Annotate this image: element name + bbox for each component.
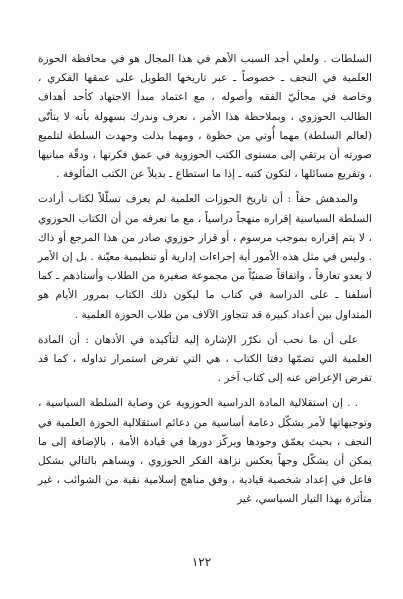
page-number: ١٢٢: [191, 555, 212, 569]
paragraph-3: على أن ما نحب أن نكرّر الإشارة إليه لتأكيده في الأذهان : أن المادة العلمية التي تضمّها دفتا الكتاب ، هي التي تفرض استمرار تداوله ، كما قد تفرض الإعراض عنه إلى كتاب آخر .: [38, 333, 372, 385]
body-text: [38, 50, 372, 510]
paragraph-1: السلطات . ولعلي أجد السبب الأهم في هذا المجال هو في محافظة الحوزة العلمية في النجف ـ خصوصاً ـ عبر تاريخها الطويل على عمقها الفكري ، وخاصة في مجالَيّ الفقه وأصوله ، مع اعتماد مبدأ الاجتهاد كأحد أهداف الطالب الحوزوي ، وبملاحظة هذا الأمر ، نعرف وندرك بسهولة بأنه لا يتأتّى (لعالم السلطة) مهما أُوتي من حظوة ، ومهما بذلت وجهدت السلطة لتلميع صورته أن يرتقي إلى مستوى الكتب الحوزوية في عمق فكرتها ، ودقّة مبانيها ، وتفريع مسائلها ، لتكون كتبه ـ إذا ما استطاع ـ بديلاً عن الكتب المألوفة .: [38, 53, 372, 181]
paragraph-2: والمدهش حقاً : أن تاريخ الحوزات العلمية لم يعرف تسلّلاً لكتاب أرادت السلطة السياسية إقراره منهجاً دراسياً ، مع ما نعرفه من أن الكتاب الحوزوي ، لا يتم إقراره بموجب مرسوم ، أو قرار حوزوي صادر من هذا المرجع أو ذاك . وليس في مثل هذه الأمور أية إجراءات إدارية أو تنظيمية معيّنة . بل إن الأمر لا يعدو تعارفاً ، واتفاقاً ضمنيّاً من مجموعة صغيرة من الطلاب وأستاذهم ـ كما أسلفنا ـ على الدراسة في كتاب ما ليكون ذلك الكتاب بمرور الأيام هو المتداول بين أعداد كبيرة قد تتجاوز الآلاف من طلاب الحوزة العلمية .: [38, 193, 372, 321]
paragraph-4: . . إن استقلالية المادة الدراسية الحوزوية عن وصاية السلطة السياسية ، وتوجيهاتها لأمر يشكّل دعامة أساسية من دعائم استقلالية الحوزة العلمية في النجف ، بحيث يعمّق وجودها ويركّز دورها في قيادة الأمة ، بالإضافة إلى ما يمكن أن يشكّل وجهاً يعكس نزاهة الفكر الحوزوي ، ويساهم بالتالي بشكل فاعل في إعداد شخصية قيادية ، وفق مناهج إسلامية نقية من الشوائب ، غير متأثرة بهذا التيار السياسي، غير: [38, 397, 372, 506]
